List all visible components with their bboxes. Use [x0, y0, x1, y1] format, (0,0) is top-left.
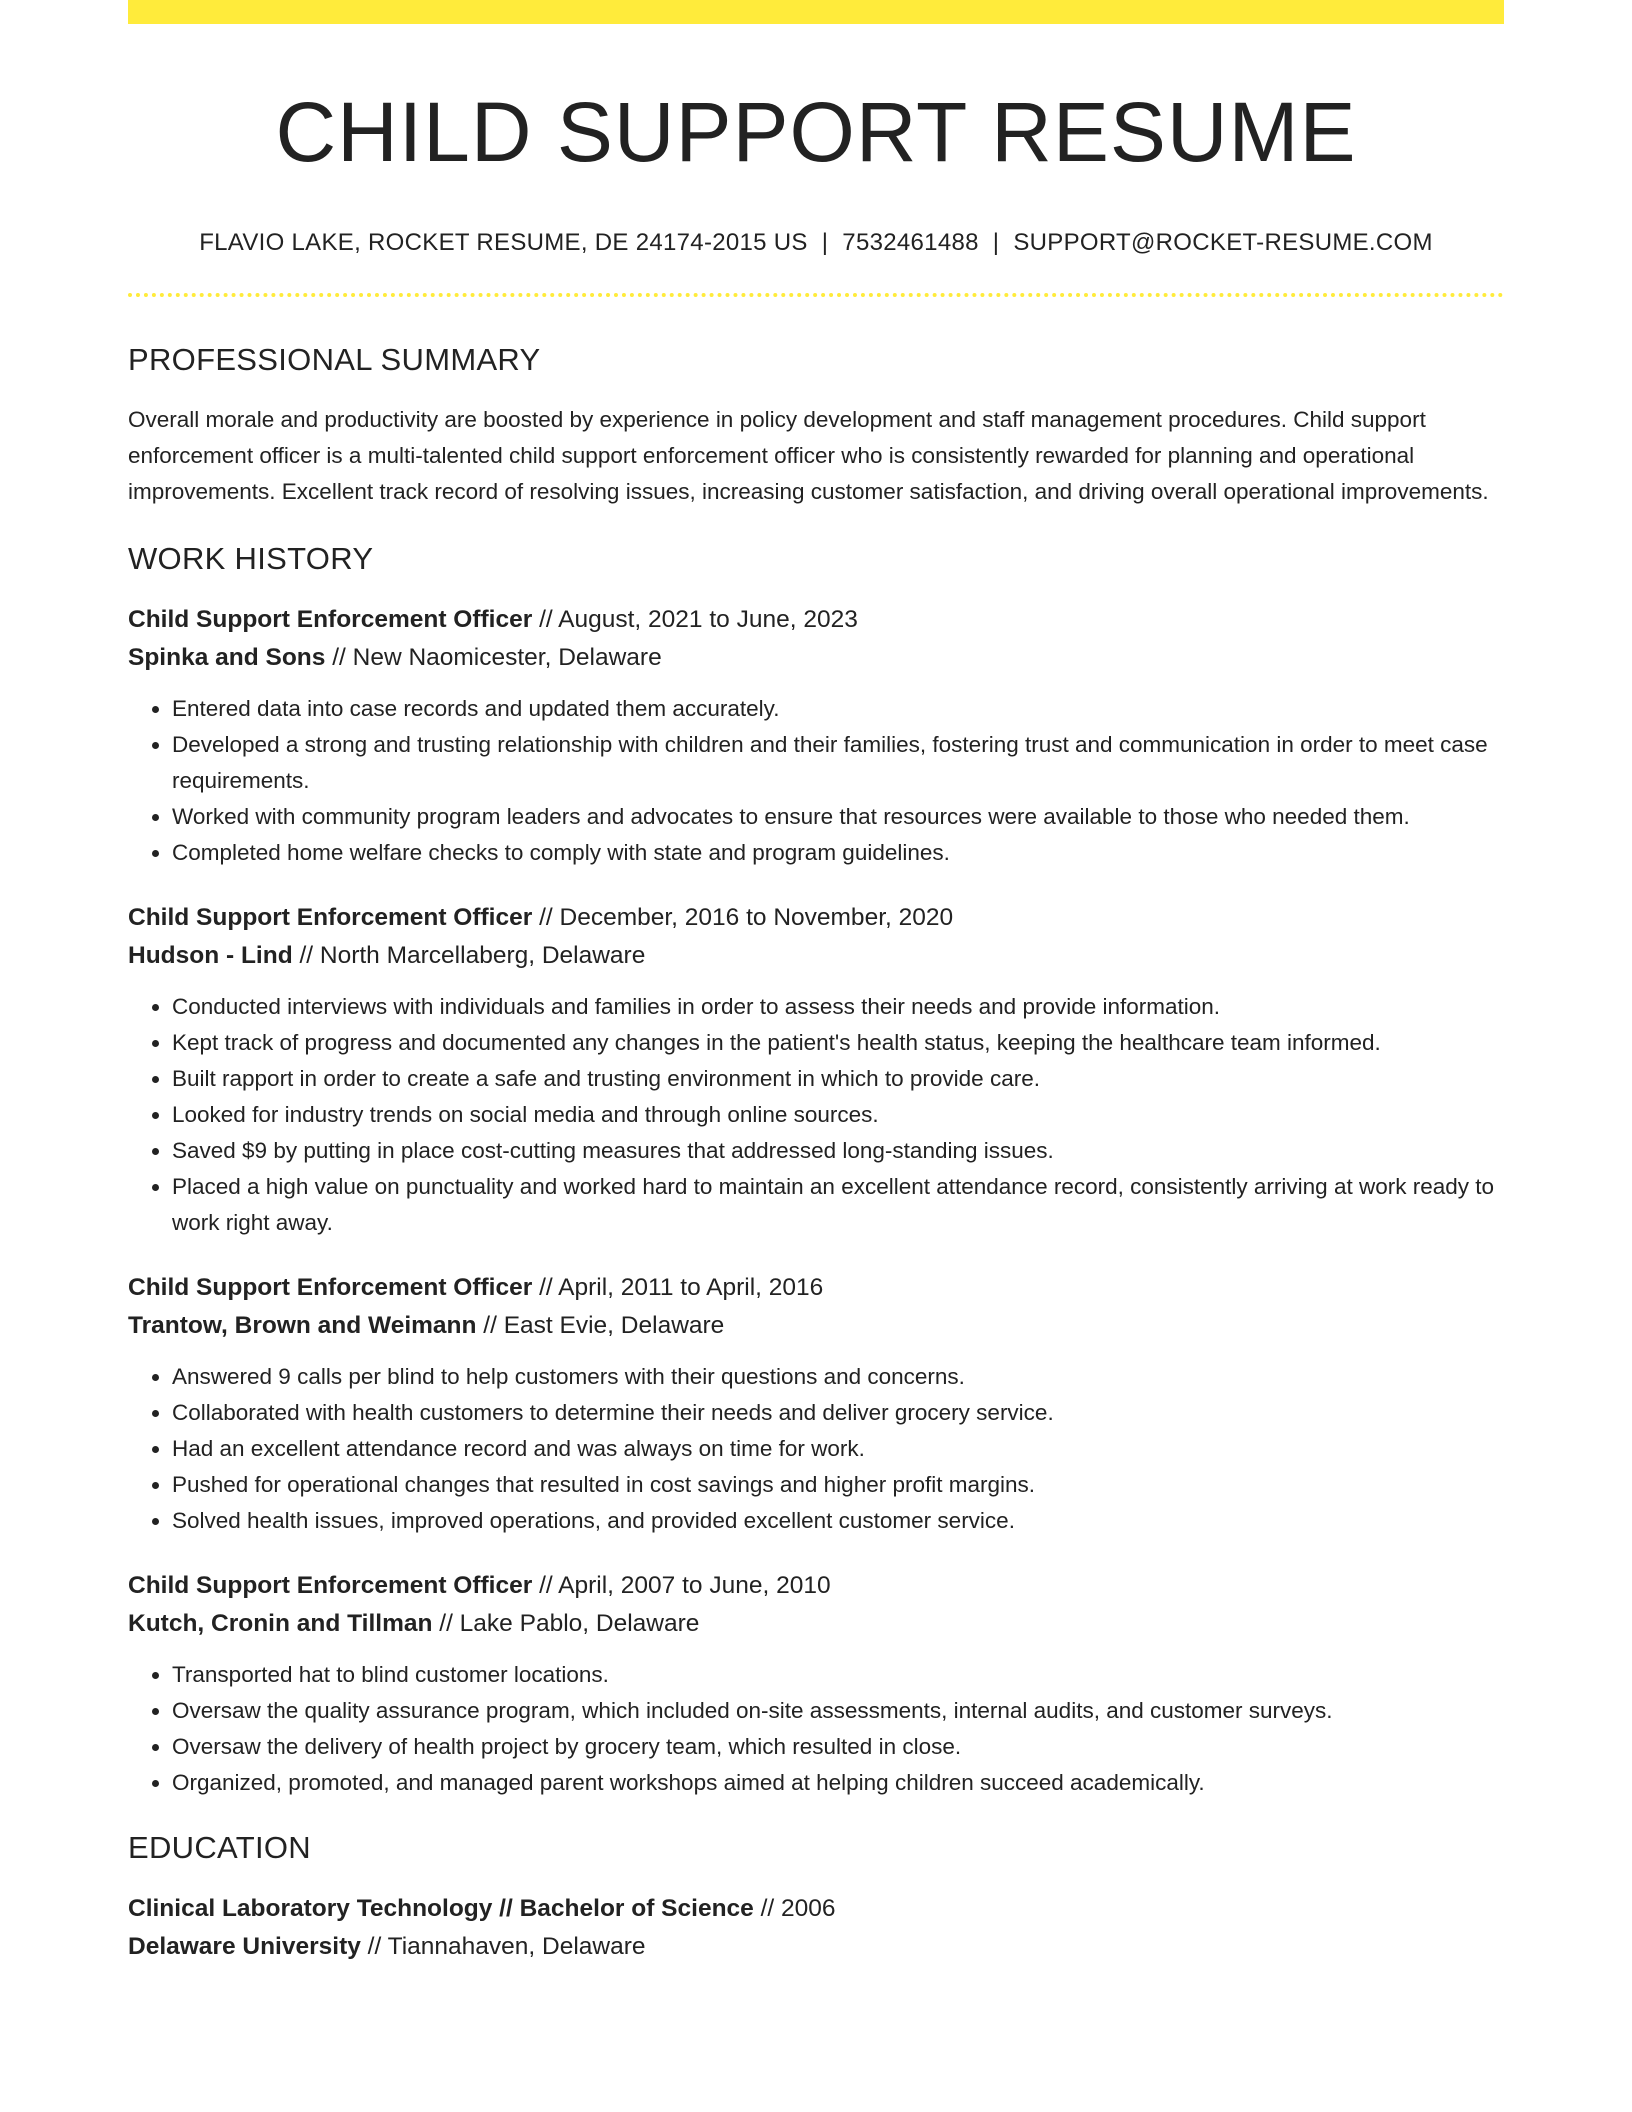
contact-email: SUPPORT@ROCKET-RESUME.COM	[1013, 228, 1433, 256]
contact-line	[128, 229, 1504, 257]
job-bullet: • Completed home welfare checks to comply with state and program guidelines.	[172, 835, 1504, 871]
job-company-line	[128, 1605, 1504, 1643]
education-year: // 2006	[753, 1895, 836, 1923]
education-list	[128, 1890, 1504, 1966]
job-title: Child Support Enforcement Officer	[128, 606, 533, 634]
job-bullets	[128, 989, 1504, 1241]
education-school: Delaware University	[128, 1933, 361, 1961]
job-dates: // December, 2016 to November, 2020	[532, 904, 954, 932]
work-history-heading: WORK HISTORY	[128, 540, 374, 576]
job-entry	[128, 1567, 1504, 1801]
job-bullet: • Placed a high value on punctuality and worked hard to maintain an excellent attendance record, consistently arriving at work ready to work right away.	[172, 1169, 1504, 1241]
job-company: Spinka and Sons	[128, 644, 326, 672]
job-company-line	[128, 1307, 1504, 1345]
job-company: Trantow, Brown and Weimann	[128, 1312, 477, 1340]
job-title: Child Support Enforcement Officer	[128, 1274, 533, 1302]
job-bullet: • Organized, promoted, and managed parent workshops aimed at helping children succeed academically.	[172, 1765, 1504, 1801]
contact-separator: |	[821, 228, 829, 256]
job-location: // North Marcellaberg, Delaware	[292, 942, 646, 970]
education-entry	[128, 1890, 1504, 1966]
job-bullet: • Developed a strong and trusting relationship with children and their families, fostering trust and communication in order to meet case requirements.	[172, 727, 1504, 799]
job-location: // New Naomicester, Delaware	[325, 644, 662, 672]
job-company: Hudson - Lind	[128, 942, 293, 970]
job-bullet: • Worked with community program leaders and advocates to ensure that resources were available to those who needed them.	[172, 799, 1504, 835]
job-bullet: • Transported hat to blind customer locations.	[172, 1657, 1504, 1693]
job-bullet: • Had an excellent attendance record and was always on time for work.	[172, 1431, 1504, 1467]
job-bullet: • Entered data into case records and updated them accurately.	[172, 691, 1504, 727]
job-title-line	[128, 1567, 1504, 1605]
job-entry	[128, 1269, 1504, 1539]
job-bullet: • Collaborated with health customers to determine their needs and deliver grocery service.	[172, 1395, 1504, 1431]
job-bullet: • Oversaw the delivery of health project by grocery team, which resulted in close.	[172, 1729, 1504, 1765]
job-bullet: • Built rapport in order to create a safe and trusting environment in which to provide care.	[172, 1061, 1504, 1097]
job-bullets	[128, 1657, 1504, 1801]
job-title-line	[128, 1269, 1504, 1307]
resume-title: CHILD SUPPORT RESUME	[275, 85, 1357, 179]
job-title-line	[128, 601, 1504, 639]
job-bullet: • Answered 9 calls per blind to help customers with their questions and concerns.	[172, 1359, 1504, 1395]
contact-address: FLAVIO LAKE, ROCKET RESUME, DE 24174-2015 US	[199, 228, 808, 256]
contact-separator: |	[992, 228, 1000, 256]
job-company: Kutch, Cronin and Tillman	[128, 1610, 433, 1638]
contact-phone: 7532461488	[842, 228, 979, 256]
job-bullet: • Pushed for operational changes that resulted in cost savings and higher profit margins.	[172, 1467, 1504, 1503]
work-history-list	[128, 601, 1504, 1801]
job-company-line	[128, 937, 1504, 975]
job-bullet: • Looked for industry trends on social media and through online sources.	[172, 1097, 1504, 1133]
job-dates: // August, 2021 to June, 2023	[532, 606, 858, 634]
education-school-line	[128, 1928, 1504, 1966]
job-title: Child Support Enforcement Officer	[128, 1572, 533, 1600]
education-degree-line	[128, 1890, 1504, 1928]
education-degree: Clinical Laboratory Technology // Bachelor of Science	[128, 1895, 754, 1923]
education-heading: EDUCATION	[128, 1830, 311, 1866]
dotted-divider	[128, 293, 1504, 297]
job-entry	[128, 601, 1504, 871]
job-title-line	[128, 899, 1504, 937]
summary-heading: PROFESSIONAL SUMMARY	[128, 341, 541, 377]
job-location: // East Evie, Delaware	[476, 1312, 725, 1340]
job-dates: // April, 2007 to June, 2010	[532, 1572, 831, 1600]
education-location: // Tiannahaven, Delaware	[360, 1933, 646, 1961]
job-bullet: • Solved health issues, improved operations, and provided excellent customer service.	[172, 1503, 1504, 1539]
job-bullets	[128, 1359, 1504, 1539]
job-bullet: • Oversaw the quality assurance program, which included on-site assessments, internal audits, and customer surveys.	[172, 1693, 1504, 1729]
job-dates: // April, 2011 to April, 2016	[532, 1274, 824, 1302]
job-company-line	[128, 639, 1504, 677]
summary-text: Overall morale and productivity are boosted by experience in policy development and staff management procedures. Child support enforcement officer is a multi-talented child support enforcement officer who is consistently rewarded for planning and operational improvements. Excellent track record of resolving issues, increasing customer satisfaction, and driving overall operational improvements.	[128, 406, 1489, 504]
resume-page	[128, 0, 1504, 1966]
job-title: Child Support Enforcement Officer	[128, 904, 533, 932]
job-bullet: • Saved $9 by putting in place cost-cutting measures that addressed long-standing issues.	[172, 1133, 1504, 1169]
job-bullet: • Kept track of progress and documented any changes in the patient's health status, keeping the healthcare team informed.	[172, 1025, 1504, 1061]
job-entry	[128, 899, 1504, 1241]
job-bullet: • Conducted interviews with individuals and families in order to assess their needs and provide information.	[172, 989, 1504, 1025]
job-location: // Lake Pablo, Delaware	[432, 1610, 700, 1638]
accent-bar	[128, 0, 1504, 24]
job-bullets	[128, 691, 1504, 871]
